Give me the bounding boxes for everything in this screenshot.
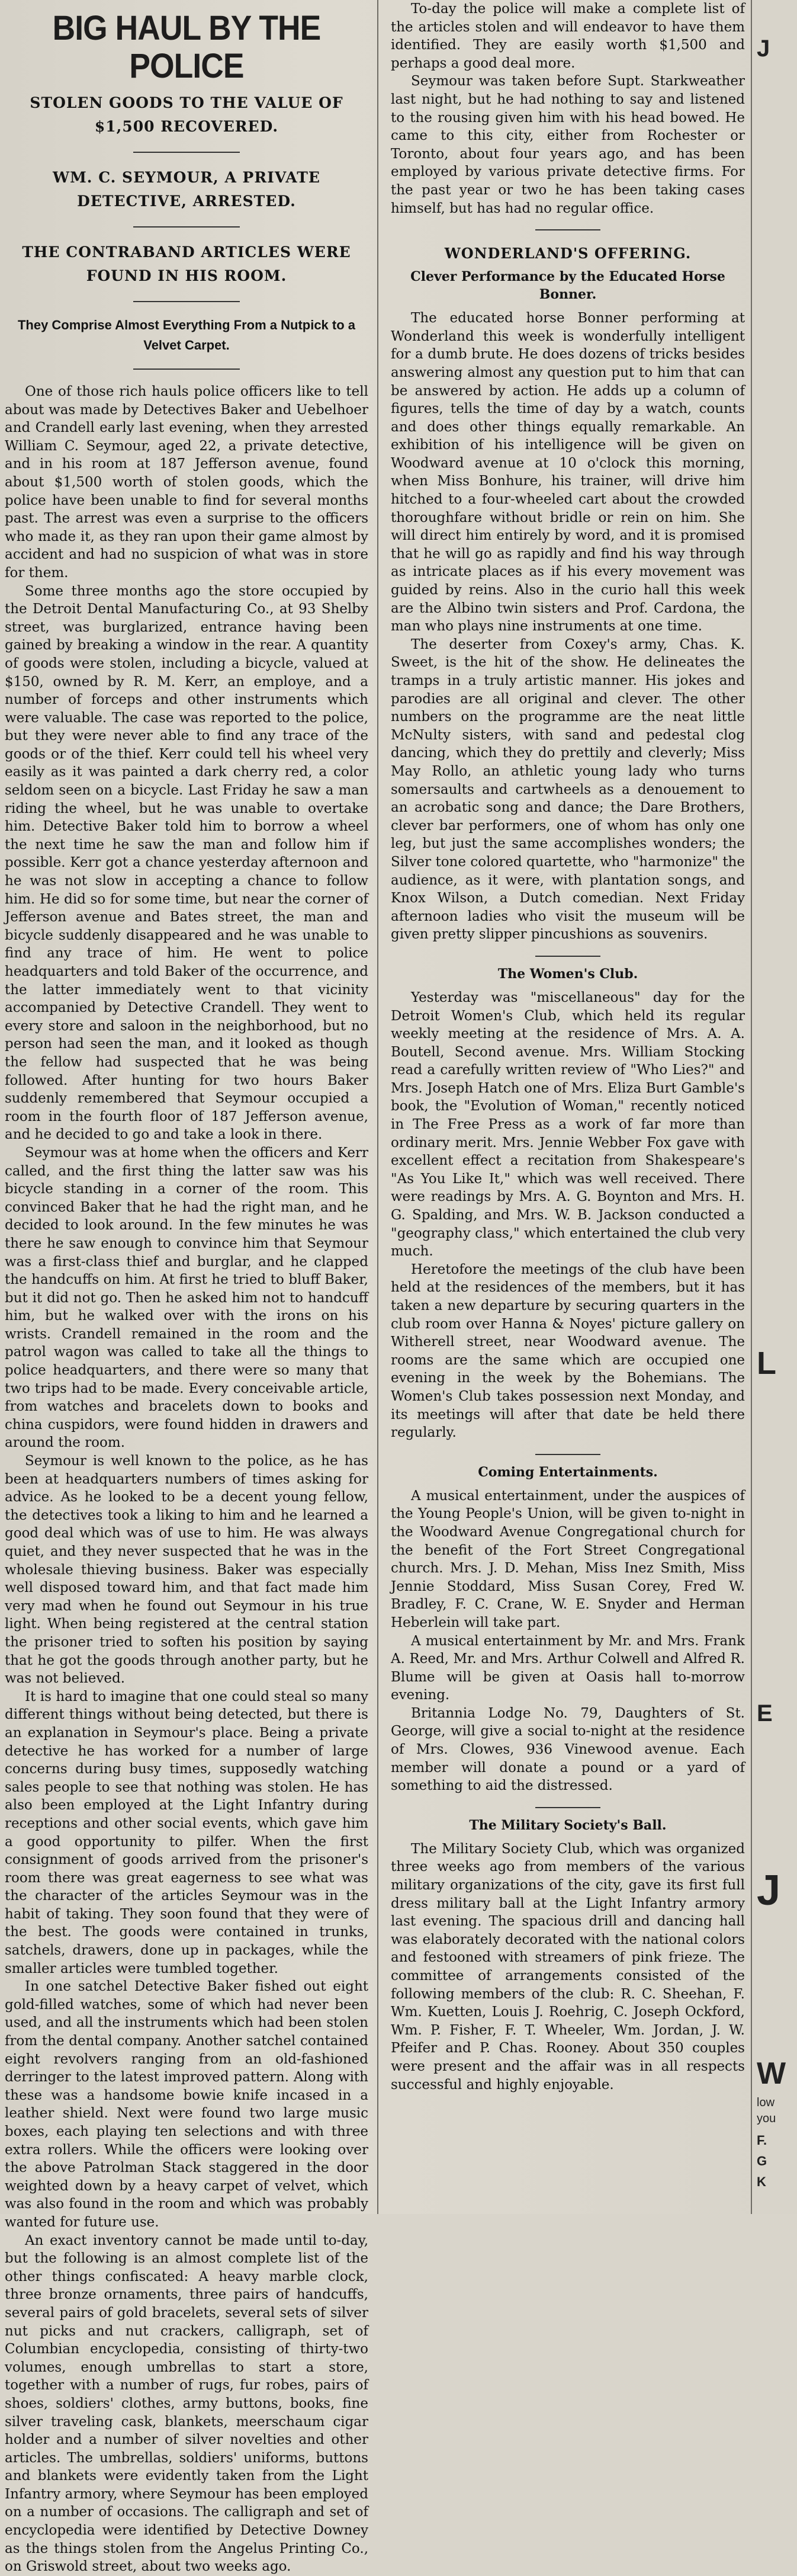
edge-fragment: K <box>757 2174 766 2189</box>
divider <box>535 1807 600 1808</box>
column-right <box>391 0 745 2214</box>
paragraph: A musical entertainment, under the auspices of the Young People's Union, will be given to-night in the Woodward Avenue Congregational church for the benefit of the Fort Street Congregational church. Mrs. J. D. Mehan, Miss Inez Smith, Miss Jennie Stoddard, Miss Susan Corey, Fred W. Bradley, F. C. Crane, W. E. Snyder and Herman Heberlein will take part. <box>391 1488 745 1630</box>
divider <box>535 229 600 230</box>
paragraph: Seymour is well known to the police, as he has been at headquarters numbers of times asking for advice. As he looked to be a decent young fellow, the detectives took a liking to him and he learned a good deal which was of use to him. He was always quiet, and they never suspected that he was in the wholesale thieving business. Baker was especially well disposed toward him, and that fact made him very mad when he found out Seymour in his true light. When being registered at the central station the prisoner tried to soften his position by saying that he got the goods through another party, but he was not believed. <box>5 1453 368 1687</box>
paragraph: Yesterday was "miscellaneous" day for the Detroit Women's Club, which held its regular weekly meeting at the residence of Mrs. A. A. Boutell, Second avenue. Mrs. William Stocking read a carefully written review of "Who Lies?" and Mrs. Joseph Hatch one of Mrs. Eliza Burt Gamble's book, the "Evolution of Woman," recently noticed in The Free Press as a work of far more than ordinary merit. Mrs. Jennie Webber Fox gave with excellent effect a recitation from Shakespeare's "As You Like It," which was well received. There were readings by Mrs. A. G. Boynton and Mrs. H. G. Spalding, and Mrs. W. B. Jackson conducted a "geography class," which entertained the club very much. <box>391 989 745 1260</box>
paragraph: Some three months ago the store occupied by the Detroit Dental Manufacturing Co., at 93 Shelby street, was burglarized, entrance having been gained by breaking a window in the rear. A quantity of goods were stolen, including a bicycle, valued at $150, owned by R. M. Kerr, an employe, and a number of forceps and other instruments which were valuable. The case was reported to the police, but they were never able to find any trace of the goods or of the thief. Kerr could tell his wheel very easily as it was painted a dark cherry red, a color seldom seen on a bicycle. Last Friday he saw a man riding the wheel, but he was unable to overtake him. Detective Baker told him to borrow a wheel the next time he saw the man and follow him if possible. Kerr got a chance yesterday afternoon and he was not slow in accepting a chance to follow him. He did so for some time, but near the corner of Jefferson avenue and Bates street, the man and bicycle suddenly disappeared and he was unable to find any trace of him. He went to police headquarters and told Baker of the occurrence, and the latter immediately went to that vicinity accompanied by Detective Crandell. They went to every store and saloon in the neighborhood, but no person had seen the man, and it looked as though the fellow had suspected that he was being followed. After hunting for two hours Baker suddenly remembered that Seymour occupied a room in the fourth floor of 187 Jefferson avenue, and he decided to go and take a look in there. <box>5 583 368 1143</box>
edge-fragment: J <box>757 36 770 62</box>
article-headline: Coming Entertainments. <box>478 1464 658 1480</box>
subhead: Clever Performance by the Educated Horse Bonner. <box>410 269 725 303</box>
paragraph: In one satchel Detective Baker fished out eight gold-filled watches, some of which had never been used, and all the instruments which had been stolen from the dental company. Another satchel contained eight revolvers ranging from an old-fashioned derringer to the latest improved pattern. Along with these was a handsome bowie knife incased in a leather shield. Next were found two large music boxes, each playing ten selections and with three extra rollers. While the officers were looking over the above Patrolman Stack staggered in the door weighted down by a heavy carpet of velvet, which was also found in the room and which was probably wanted for future use. <box>5 1979 368 2230</box>
edge-fragment: low <box>757 2096 775 2109</box>
article-body <box>391 1840 745 2094</box>
divider <box>535 956 600 957</box>
subdeck: They Comprise Almost Everything From a Nutpick to a Velvet Carpet. <box>17 318 356 353</box>
column-rule <box>377 0 378 2214</box>
deck: STOLEN GOODS TO THE VALUE OF $1,500 RECOVERED. <box>30 94 343 135</box>
edge-fragment: W <box>757 2056 786 2091</box>
article-body <box>391 1487 745 1795</box>
paragraph: The deserter from Coxey's army, Chas. K. Sweet, is the hit of the show. He delineates the tramps in a truly artistic manner. His jokes and parodies are all original and clever. The other numbers on the programme are the neat little McNulty sisters, with sand and pedestal clog dancing, which they do prettily and cleverly; Miss May Rollo, an athletic young lady who turns somersaults and cartwheels as a denouement to an acrobatic song and dance; the Dare Brothers, clever bar performers, one of whom has only one leg, but just the same accomplishes wonders; the Silver tone colored quartette, who "harmonize" the audience, as it were, with plantation songs, and Knox Wilson, a Dutch comedian. Next Friday afternoon ladies who visit the museum will be given pretty slipper pincushions as souvenirs. <box>391 636 745 943</box>
article-headline: The Military Society's Ball. <box>469 1817 667 1833</box>
article-headline: WONDERLAND'S OFFERING. <box>444 245 692 262</box>
divider <box>133 226 240 228</box>
edge-fragment: L <box>757 1345 776 1381</box>
article-body <box>5 383 368 2576</box>
adjacent-column-fragment <box>753 0 797 2214</box>
paragraph: One of those rich hauls police officers like to tell about was made by Detectives Baker and Uebelhoer and Crandell early last evening, when they arrested William C. Seymour, aged 22, a private detective, and in his room at 187 Jefferson avenue, found about $1,500 worth of stolen goods, which the police have been unable to find for several months past. The arrest was even a surprise to the officers who made it, as they ran upon their game almost by accident and had no suspicion of what was in store for them. <box>5 384 368 581</box>
article-body <box>391 309 745 944</box>
paragraph: An exact inventory cannot be made until to-day, but the following is an almost complete list of the other things confiscated: A heavy marble clock, three bronze ornaments, three pairs of handcuffs, several pairs of gold bracelets, several sets of silver nut picks and nut crackers, calligraph, set of Columbian encyclopedia, consisting of thirty-two volumes, enough umbrellas to start a store, together with a number of rugs, fur robes, pairs of shoes, soldiers' clothes, army buttons, books, fine silver traveling cask, blankets, meerschaum cigar holder and a number of silver novelties and other articles. The umbrellas, soldiers' uniforms, buttons and blankets were evidently taken from the Light Infantry armory, where Seymour has been employed on a number of occasions. The calligraph and set of encyclopedia were identified by Detective Downey as the things stolen from the Angelus Printing Co., on Griswold street, about two weeks ago. <box>5 2232 368 2575</box>
paragraph: It is hard to imagine that one could steal so many different things without being detected, but there is an explanation in Seymour's place. Being a private detective he has worked for a number of large concerns during busy times, supposedly watching sales people to see that nothing was stolen. He has also been employed at the Light Infantry during receptions and other social events, which gave him a good opportunity to pilfer. When the first consignment of goods arrived from the prisoner's room there was great eagerness to see what was the character of the articles Seymour was in the habit of taking. They soon found that they were of the best. The goods were contained in trunks, satchels, drawers, done up in packages, while the smaller articles were tumbled together. <box>5 1689 368 1976</box>
paragraph: Seymour was taken before Supt. Starkweather last night, but he had nothing to say and listened to the rousing given him with his head bowed. He came to this city, either from Rochester or Toronto, about four years ago, and has been employed by various private detective firms. For the past year or two he has been taking cases himself, but has had no regular office. <box>391 73 745 216</box>
article-body <box>391 989 745 1442</box>
edge-fragment: F. <box>757 2133 767 2148</box>
paragraph: Britannia Lodge No. 79, Daughters of St. George, will give a social to-night at the residence of Mrs. Clowes, 936 Vinewood avenue. Each member will donate a pound or a yard of something to aid the distressed. <box>391 1705 745 1794</box>
divider <box>535 1454 600 1455</box>
article-headline: The Women's Club. <box>497 966 638 982</box>
divider <box>133 369 240 370</box>
paragraph: A musical entertainment by Mr. and Mrs. Frank A. Reed, Mr. and Mrs. Arthur Colwell and Alfred R. Blume will be given at Oasis hall to-morrow evening. <box>391 1633 745 1703</box>
column-rule <box>751 0 752 2214</box>
deck: THE CONTRABAND ARTICLES WERE FOUND IN HIS ROOM. <box>22 243 351 284</box>
edge-fragment: G <box>757 2154 767 2168</box>
article-body <box>391 0 745 217</box>
paragraph: Heretofore the meetings of the club have been held at the residences of the members, but it has taken a new departure by securing quarters in the club room over Hanna & Noyes' picture gallery on Witherell street, near Woodward avenue. The rooms are the same which are occupied one evening in the week by the Bohemians. The Women's Club takes possession next Monday, and its meetings will after that date be held there regularly. <box>391 1261 745 1441</box>
paragraph: The Military Society Club, which was organized three weeks ago from members of the various military organizations of the city, gave its first full dress military ball at the Light Infantry armory last evening. The spacious drill and dancing hall was elaborately decorated with the national colors and festooned with streamers of pink frieze. The committee of arrangements consisted of the following members of the club: R. C. Sheehan, F. Wm. Kuetten, Louis J. Roehrig, C. Joseph Ockford, Wm. P. Fisher, F. T. Wheeler, Wm. Jordan, J. W. Pfeifer and P. Chas. Rooney. About 350 couples were present and the affair was in all respects successful and highly enjoyable. <box>391 1841 745 2093</box>
edge-fragment: J <box>757 1867 781 1914</box>
article-headline: BIG HAUL BY THE POLICE <box>52 9 321 85</box>
edge-fragment: E <box>757 1700 773 1726</box>
paragraph: The educated horse Bonner performing at Wonderland this week is wonderfully intelligent for a dumb brute. He does dozens of tricks besides answering almost any question put to him that can be answered by action. He adds up a column of figures, tells the time of day by a watch, counts and does other things equally remarkable. An exhibition of his intelligence will be given on Woodward avenue at 10 o'clock this morning, when Miss Bonhure, his trainer, will drive him hitched to a four-wheeled cart about the crowded thoroughfare without bridle or rein on him. She will direct him entirely by word, and it is promised that he will go as rapidly and find his way through as intricate places as if his every movement was guided by reins. Also in the curio hall this week are the Albino twin sisters and Prof. Cardona, the man who plays nine instruments at one time. <box>391 310 745 635</box>
paragraph: To-day the police will make a complete list of the articles stolen and will endeavor to have them identified. They are easily worth $1,500 and perhaps a good deal more. <box>391 1 745 71</box>
deck: WM. C. SEYMOUR, A PRIVATE DETECTIVE, ARRESTED. <box>53 169 320 210</box>
divider <box>133 152 240 153</box>
column-left <box>5 0 368 2575</box>
divider <box>133 301 240 302</box>
paragraph: Seymour was at home when the officers and Kerr called, and the first thing the latter saw was his bicycle standing in a corner of the room. This convinced Baker that he had the right man, and he decided to look around. In the few minutes he was there he saw enough to convince him that Seymour was a first-class thief and burglar, and he clapped the handcuffs on him. At first he tried to bluff Baker, but it did not go. Then he asked him not to handcuff him, but he walked over with the irons on his wrists. Crandell remained in the room and the patrol wagon was called to take all the things to police headquarters, and there were so many that two trips had to be made. Every conceivable article, from watches and bracelets down to books and china cuspidors, were found hidden in drawers and around the room. <box>5 1145 368 1451</box>
edge-fragment: you <box>757 2112 776 2125</box>
